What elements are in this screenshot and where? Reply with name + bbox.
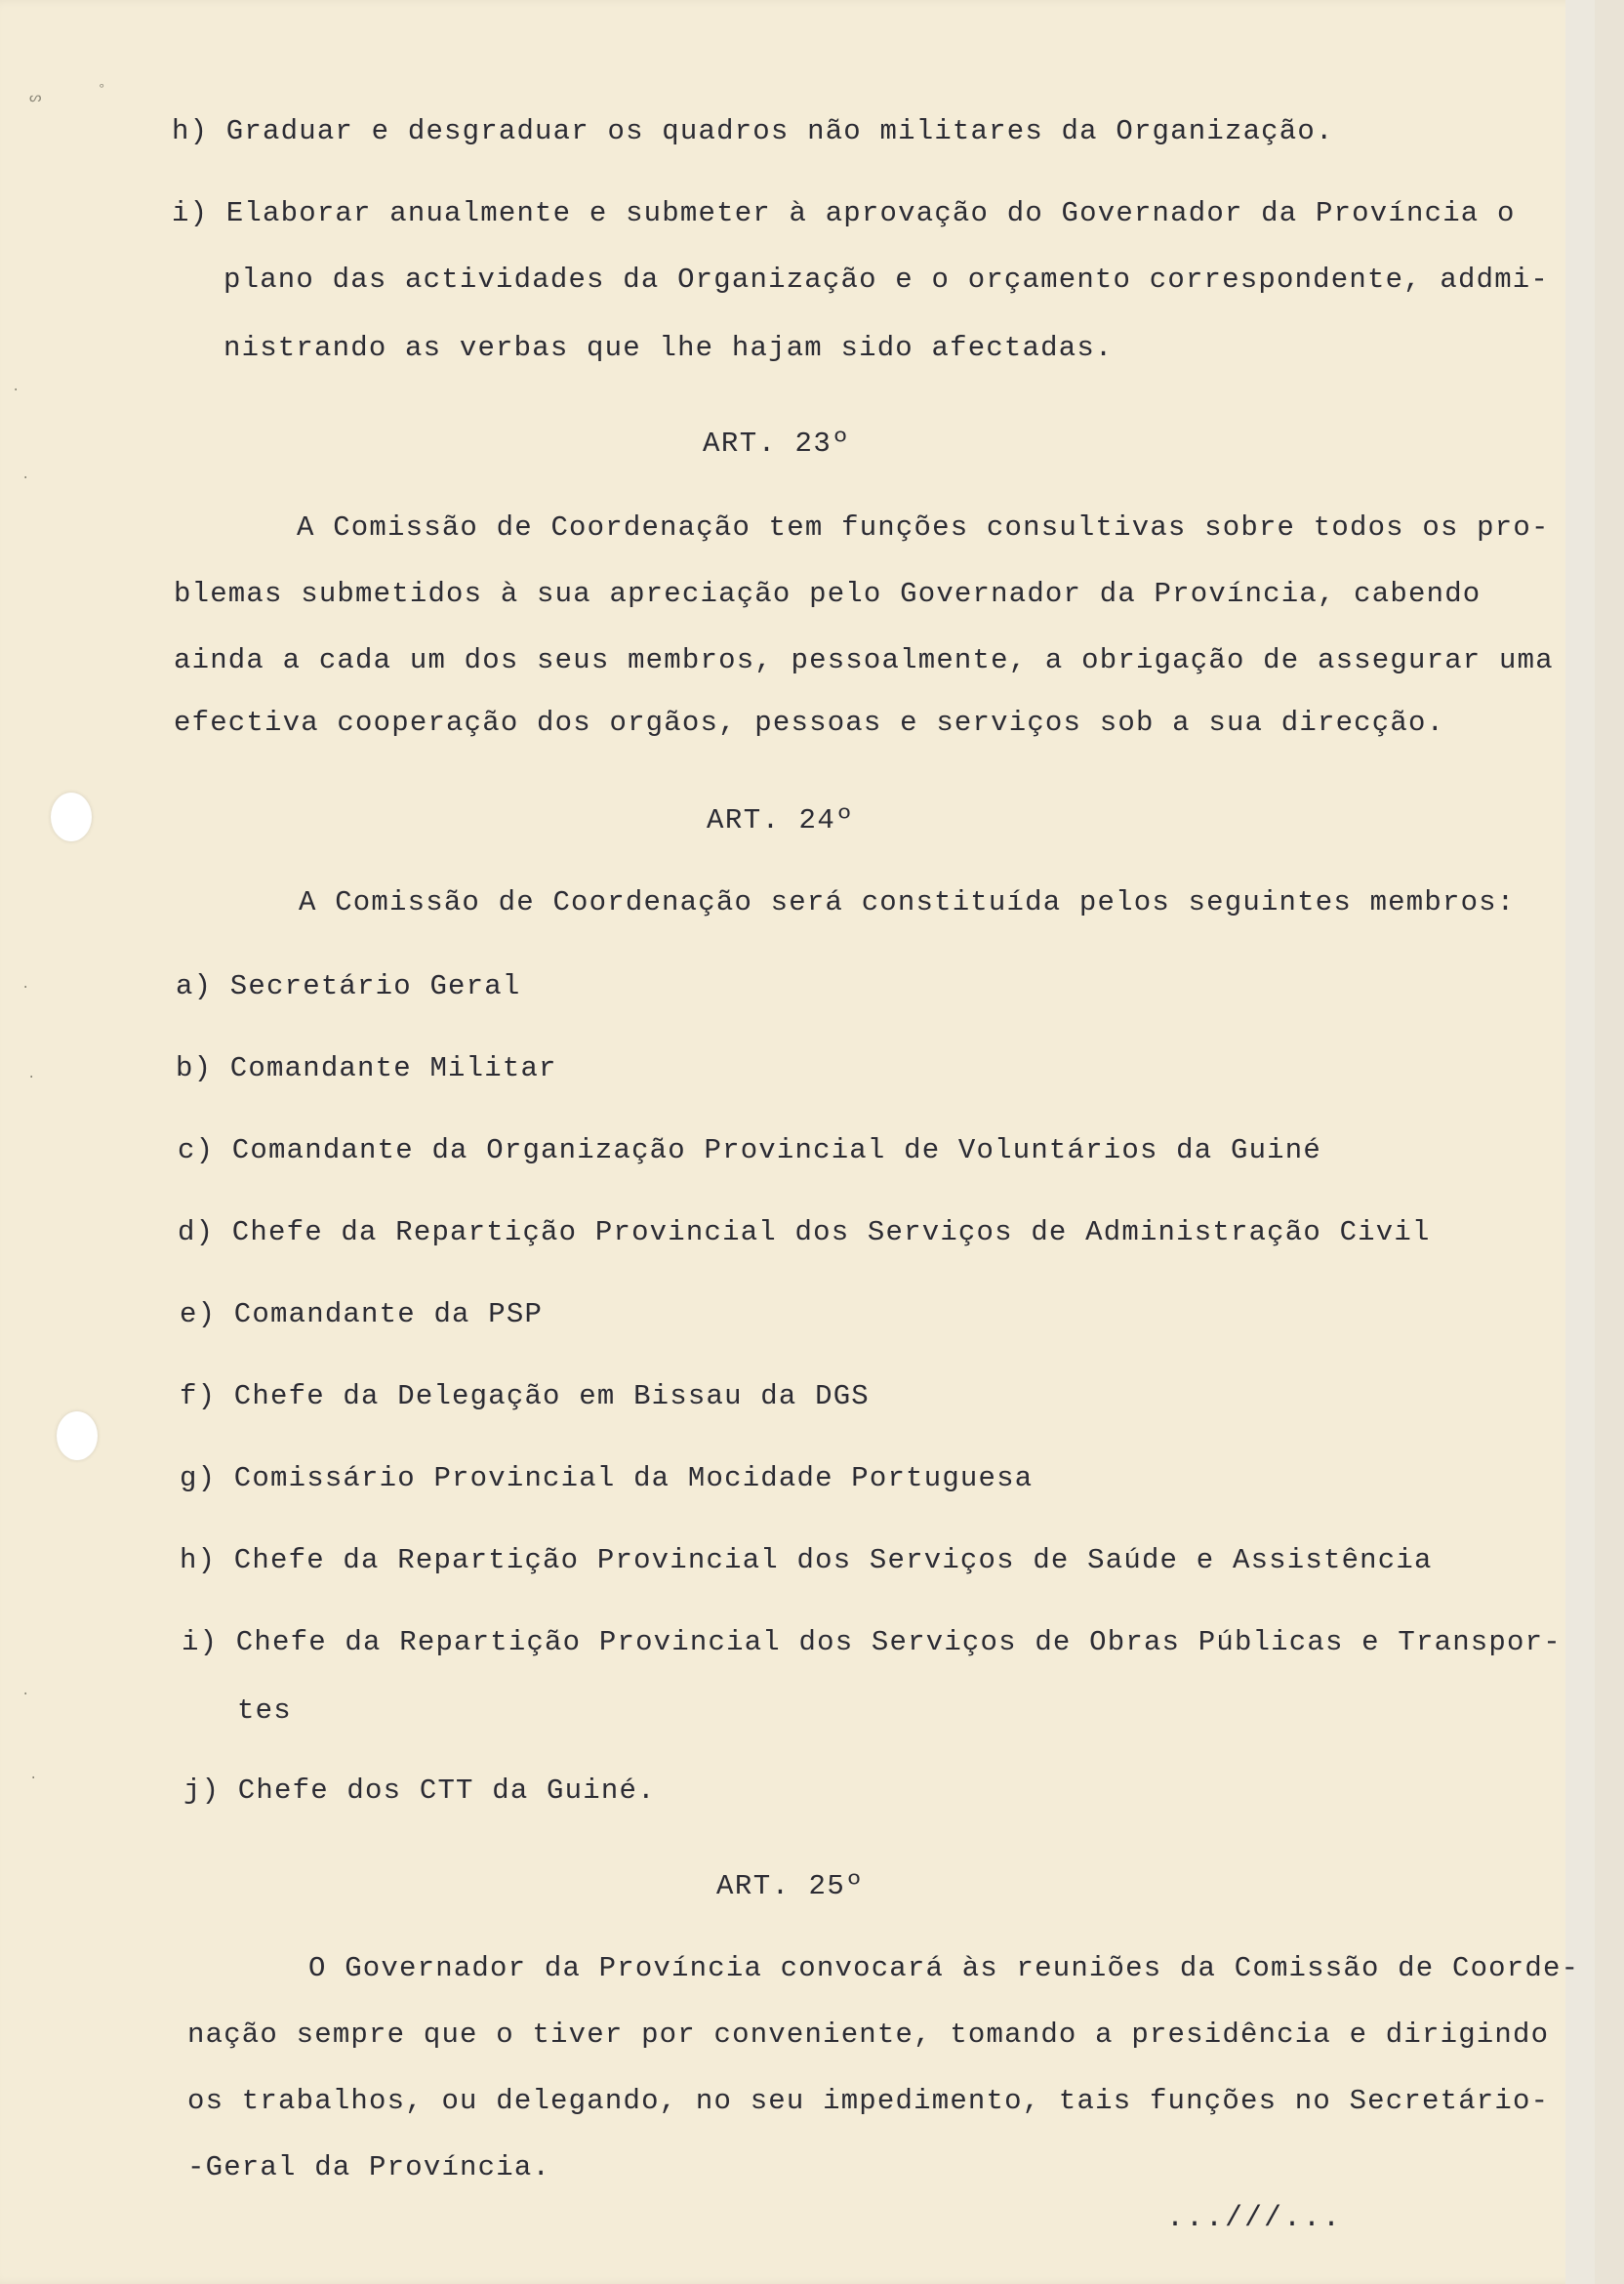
margin-mark: ° <box>98 82 106 98</box>
punch-hole-bottom <box>57 1411 98 1460</box>
text-line: plano das actividades da Organização e o orçamento correspondente, addmi- <box>223 264 1550 296</box>
list-item: g) Comissário Provincial da Mocidade Portuguesa <box>180 1462 1034 1494</box>
text-line: efectiva cooperação dos orgãos, pessoas e serviços sob a sua direcção. <box>174 707 1445 739</box>
list-item: a) Secretário Geral <box>176 970 521 1002</box>
text-line: h) Graduar e desgraduar os quadros não militares da Organização. <box>172 115 1334 147</box>
list-item: i) Chefe da Repartição Provincial dos Serviços de Obras Públicas e Transpor- <box>182 1626 1562 1658</box>
margin-mark: · <box>21 980 30 996</box>
list-item: e) Comandante da PSP <box>180 1298 544 1330</box>
text-line: A Comissão de Coordenação será constituída pelos seguintes membros: <box>299 886 1516 918</box>
list-item: f) Chefe da Delegação em Bissau da DGS <box>180 1380 870 1412</box>
margin-mark: ᔕ <box>29 91 42 106</box>
list-item: c) Comandante da Organização Provincial de Voluntários da Guiné <box>178 1134 1321 1166</box>
list-item-continued: tes <box>237 1694 292 1727</box>
list-item: j) Chefe dos CTT da Guiné. <box>183 1774 656 1807</box>
punch-hole-top <box>51 793 92 841</box>
text-line: ainda a cada um dos seus membros, pessoalmente, a obrigação de assegurar uma <box>174 644 1554 676</box>
margin-mark: · <box>21 1687 30 1702</box>
text-line: A Comissão de Coordenação tem funções consultivas sobre todos os pro- <box>297 511 1550 544</box>
margin-mark: · <box>12 383 20 398</box>
article-heading-25: ART. 25º <box>716 1870 865 1902</box>
text-line: -Geral da Província. <box>187 2151 551 2183</box>
list-item: d) Chefe da Repartição Provincial dos Serviços de Administração Civil <box>178 1216 1431 1248</box>
article-heading-23: ART. 23º <box>703 428 851 460</box>
margin-mark: · <box>27 1070 36 1085</box>
text-line: os trabalhos, ou delegando, no seu impedimento, tais funções no Secretário- <box>187 2085 1550 2117</box>
text-line: nação sempre que o tiver por conveniente, tomando a presidência e dirigindo <box>187 2019 1550 2051</box>
list-item: h) Chefe da Repartição Provincial dos Serviços de Saúde e Assistência <box>180 1544 1433 1576</box>
article-heading-24: ART. 24º <box>707 804 855 836</box>
text-line: blemas submetidos à sua apreciação pelo Governador da Província, cabendo <box>174 578 1482 610</box>
text-line: O Governador da Província convocará às reuniões da Comissão de Coorde- <box>308 1952 1580 1984</box>
text-line: i) Elaborar anualmente e submeter à aprovação do Governador da Província o <box>172 197 1516 229</box>
text-line: nistrando as verbas que lhe hajam sido afectadas. <box>223 332 1114 364</box>
continuation-mark: ...///... <box>1166 2202 1343 2235</box>
margin-mark: · <box>21 470 30 486</box>
list-item: b) Comandante Militar <box>176 1052 557 1084</box>
margin-mark: · <box>29 1771 38 1786</box>
page-edge <box>1565 0 1595 2284</box>
